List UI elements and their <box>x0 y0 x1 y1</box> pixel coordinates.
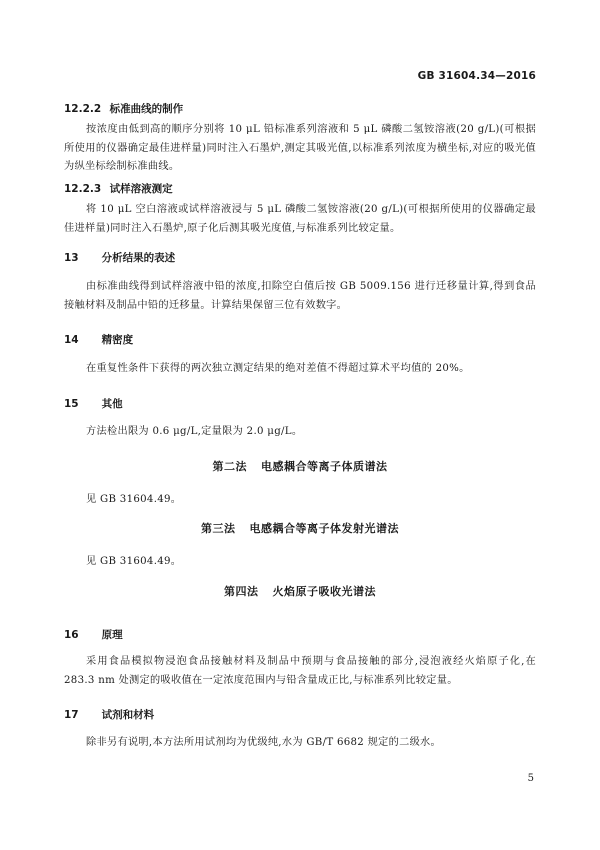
section-heading-14 <box>64 332 133 347</box>
method-name: 电感耦合等离子体发射光谱法 <box>249 522 399 535</box>
section-title: 原理 <box>101 629 123 641</box>
section-number: 15 <box>64 398 79 410</box>
method-label: 第四法 <box>224 585 259 598</box>
section-heading-13 <box>64 250 175 265</box>
section-paragraph-15: 方法检出限为 0.6 μg/L,定量限为 2.0 μg/L。 <box>86 426 303 437</box>
section-number: 17 <box>64 709 79 721</box>
section-title: 分析结果的表述 <box>101 252 176 264</box>
section-number: 13 <box>64 252 79 264</box>
method-title-3 <box>0 520 600 536</box>
section-heading-17 <box>64 707 154 722</box>
section-number: 12.2.3 <box>64 183 102 195</box>
section-paragraph-16: 采用食品模拟物浸泡食品接触材料及制品中预期与食品接触的部分,浸泡液经火焰原子化,在 283.3 nm 处测定的吸收值在一定浓度范围内与铅含量成正比,与标准系列比较定量。 <box>64 656 536 686</box>
section-title: 标准曲线的制作 <box>109 103 184 115</box>
section-title: 试剂和材料 <box>101 709 155 721</box>
method-2-reference: 见 GB 31604.49。 <box>86 494 182 505</box>
section-title: 试样溶液测定 <box>109 183 173 195</box>
method-label: 第三法 <box>201 522 236 535</box>
method-3-reference: 见 GB 31604.49。 <box>86 556 182 567</box>
standard-code: GB 31604.34—2016 <box>417 70 536 82</box>
section-paragraph-14: 在重复性条件下获得的两次独立测定结果的绝对差值不得超过算术平均值的 20%。 <box>86 363 470 374</box>
method-label: 第二法 <box>212 460 247 473</box>
method-name: 火焰原子吸收光谱法 <box>272 585 376 598</box>
section-paragraph-12-2-2: 按浓度由低到高的顺序分别将 10 μL 铅标准系列溶液和 5 μL 磷酸二氢铵溶液(20 g/L)(可根据所使用的仪器确定最佳进样量)同时注入石墨炉,测定其吸光值,以标准系列浓度为横坐标,对应的吸光值为纵坐标绘制标准曲线。 <box>64 124 536 172</box>
section-paragraph-13: 由标准曲线得到试样溶液中铅的浓度,扣除空白值后按 GB 5009.156 进行迁移量计算,得到食品接触材料及制品中铅的迁移量。计算结果保留三位有效数字。 <box>64 281 536 311</box>
section-paragraph-12-2-3: 将 10 μL 空白溶液或试样溶液浸与 5 μL 磷酸二氢铵溶液(20 g/L)(可根据所使用的仪器确定最佳进样量)同时注入石墨炉,原子化后测其吸光度值,与标准系列比较定量。 <box>64 204 536 234</box>
page-number: 5 <box>527 773 534 784</box>
method-name: 电感耦合等离子体质谱法 <box>261 460 388 473</box>
section-number: 12.2.2 <box>64 103 102 115</box>
section-paragraph-17: 除非另有说明,本方法所用试剂均为优级纯,水为 GB/T 6682 规定的二级水。 <box>86 737 442 748</box>
section-heading-16 <box>64 627 123 642</box>
method-title-4 <box>0 583 600 599</box>
section-title: 其他 <box>101 398 123 410</box>
section-heading-12-2-2 <box>64 101 183 116</box>
section-title: 精密度 <box>101 334 134 346</box>
section-number: 14 <box>64 334 79 346</box>
section-heading-12-2-3 <box>64 181 173 196</box>
method-title-2 <box>0 458 600 474</box>
section-heading-15 <box>64 396 123 411</box>
section-number: 16 <box>64 629 79 641</box>
